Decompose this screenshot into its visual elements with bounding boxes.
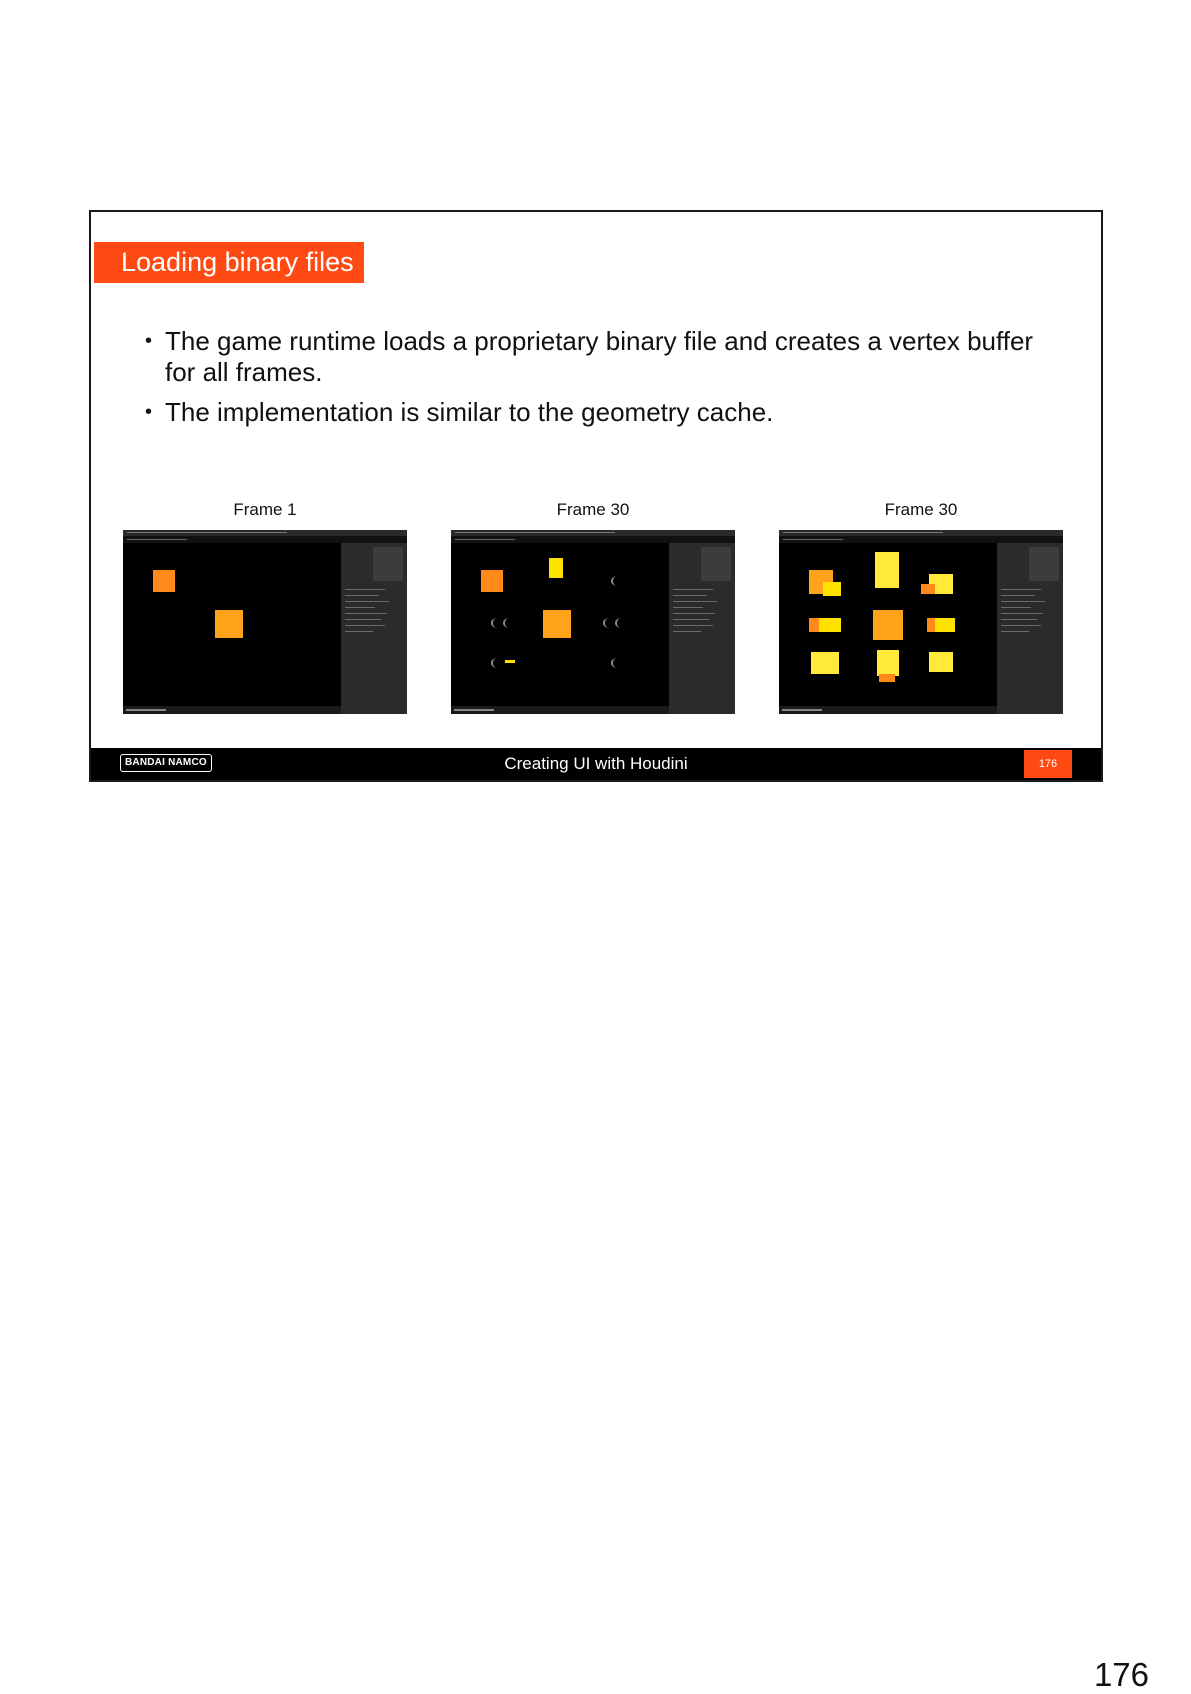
bullet-list <box>145 326 1045 437</box>
slide <box>89 210 1103 782</box>
page-number: 176 <box>1093 1656 1149 1693</box>
screenshot-frame-30-a <box>451 530 735 714</box>
footer-title: Creating UI with Houdini <box>504 754 688 773</box>
slide-footer <box>91 748 1101 780</box>
frame-label-2: Frame 30 <box>556 500 630 519</box>
bandai-namco-logo: BANDAI NAMCO <box>120 754 212 772</box>
frame-label-3: Frame 30 <box>884 500 958 519</box>
slide-number-badge: 176 <box>1024 750 1072 778</box>
screenshot-frame-30-b <box>779 530 1063 714</box>
slide-title: Loading binary files <box>94 242 364 283</box>
frame-label-1: Frame 1 <box>233 500 297 519</box>
screenshot-frame-1 <box>123 530 407 714</box>
bullet-item: • The game runtime loads a proprietary binary file and creates a vertex buffer for all frames. <box>145 326 1045 388</box>
bullet-item: • The implementation is similar to the geometry cache. <box>145 397 1045 428</box>
